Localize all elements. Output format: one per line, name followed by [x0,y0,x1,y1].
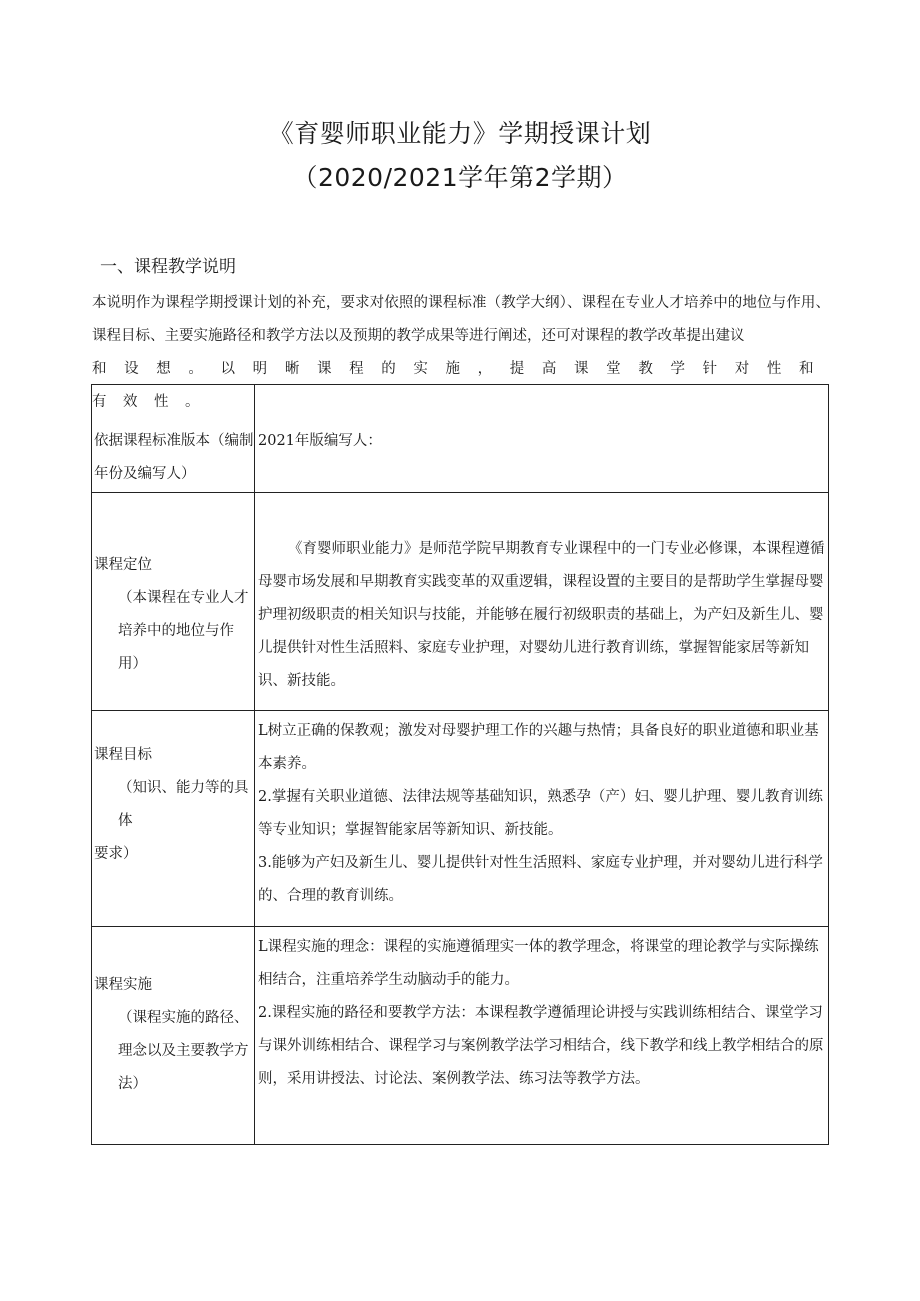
list-item: L树立正确的保教观；激发对母婴护理工作的兴趣与热情；具备良好的职业道德和职业基本素养。 [258,723,819,772]
row1-content: 2021年版编写人： [258,433,382,449]
document-title: 《育婴师职业能力》学期授课计划 [268,119,652,148]
row4-label-sub: （课程实施的路径、理念以及主要教学方法） [118,1010,249,1092]
list-item: 2.掌握有关职业道德、法律法规等基础知识，熟悉孕（产）妇、婴儿护理、婴儿教育训练等专业知识；掌握智能家居等新知识、新技能。 [258,789,823,838]
table-row-objectives [92,711,829,927]
list-item: 2.课程实施的路径和要教学方法：本课程教学遵循理论讲授与实践训练相结合、课堂学习与课外训练相结合、课程学习与案例教学法学习相结合，线下教学和线上教学相结合的原则，采用讲授法、讨论法、案例教学法、练习法等教学方法。 [258,1005,824,1087]
content-cell [255,385,829,493]
table-row-positioning [92,493,829,711]
list-item: 3.能够为产妇及新生儿、婴儿提供针对性生活照料、家庭专业护理，并对婴幼儿进行科学的、合理的教育训练。 [258,855,823,904]
label-cell [92,927,255,1145]
content-cell [255,493,829,711]
content-cell [255,711,829,927]
table-row-standard [92,385,829,493]
content-cell [255,927,829,1145]
row2-label-sub: （本课程在专业人才培养中的地位与作用） [118,590,249,672]
intro-last-line: 和设想。以明晰课程的实施，提高课堂教学针对性和有效性。 [92,361,830,410]
row1-label: 依据课程标准版本（编制年份及编写人） [94,433,254,482]
list-item: L课程实施的理念：课程的实施遵循理实一体的教学理念，将课堂的理论教学与实际操练相结合，注重培养学生动脑动手的能力。 [258,939,819,988]
row2-content: 《育婴师职业能力》是师范学院早期教育专业课程中的一门专业必修课，本课程遵循母婴市场发展和早期教育实践变革的双重逻辑，课程设置的主要目的是帮助学生掌握母婴护理初级职责的相关知识与技能，并能够在履行初级职责的基础上，为产妇及新生儿、婴儿提供针对性生活照料、家庭专业护理，对婴幼儿进行教育训练，掌握智能家居等新知识、新技能。 [258,541,825,689]
row4-label-main: 课程实施 [94,977,152,993]
table-row-implementation [92,927,829,1145]
intro-text: 本说明作为课程学期授课计划的补充，要求对依照的课程标准（教学大纲）、课程在专业人才培养中的地位与作用、课程目标、主要实施路径和教学方法以及预期的教学成果等进行阐述，还可对课程的教学改革提出建议 [92,295,830,344]
label-cell [92,711,255,927]
row3-label-sub: （知识、能力等的具体 [118,780,249,829]
row3-label-end: 要求） [94,846,138,862]
section-heading: 一、课程教学说明 [100,257,236,277]
row3-label-main: 课程目标 [94,747,152,763]
label-cell [92,493,255,711]
course-plan-table [91,384,829,1145]
label-cell [92,385,255,493]
row2-label-main: 课程定位 [94,557,152,573]
document-subtitle: （2020/2021学年第2学期） [292,163,628,192]
